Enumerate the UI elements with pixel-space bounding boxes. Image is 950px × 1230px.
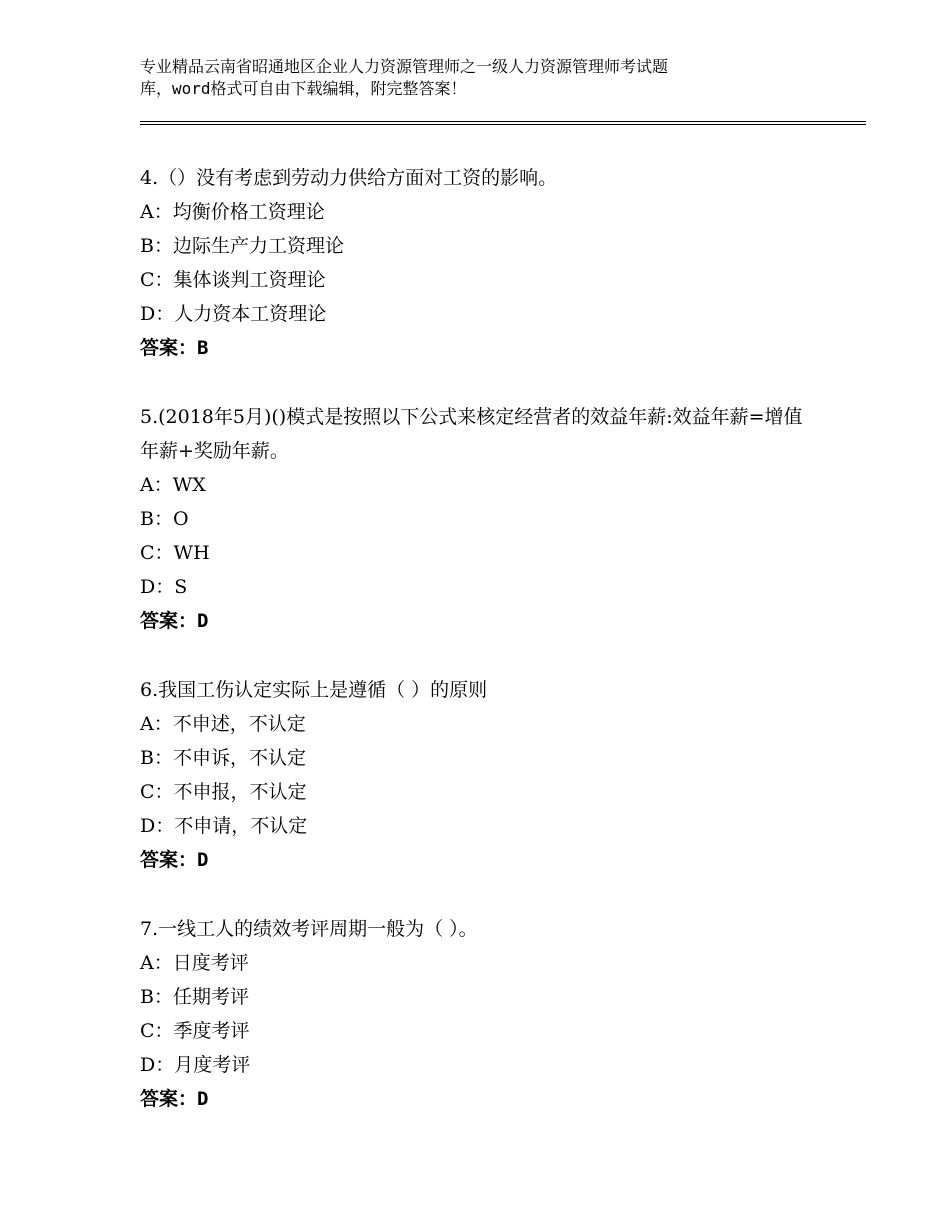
answer-label: 答案： <box>140 337 198 359</box>
answer-line <box>140 1082 820 1116</box>
option-d: D：人力资本工资理论 <box>140 303 327 325</box>
option-a: A：不申述，不认定 <box>140 713 306 735</box>
answer-line <box>140 331 820 365</box>
question-4 <box>140 161 820 365</box>
question-stem: 6.我国工伤认定实际上是遵循（ ）的原则 <box>140 679 488 701</box>
header-divider-bottom <box>140 124 866 125</box>
answer-label: 答案： <box>140 610 198 632</box>
option-c: C：不申报，不认定 <box>140 781 307 803</box>
question-5 <box>140 400 820 638</box>
option-a: A：均衡价格工资理论 <box>140 201 325 223</box>
answer-value: B <box>197 337 209 359</box>
question-6 <box>140 673 820 877</box>
answer-value: D <box>197 1088 209 1110</box>
answer-line <box>140 843 820 877</box>
option-b: B：边际生产力工资理论 <box>140 235 344 257</box>
option-d: D：月度考评 <box>140 1054 251 1076</box>
answer-value: D <box>197 849 209 871</box>
option-d: D：S <box>140 576 188 598</box>
question-stem: 4.（）没有考虑到劳动力供给方面对工资的影响。 <box>140 167 558 189</box>
answer-value: D <box>197 610 209 632</box>
option-b: B：任期考评 <box>140 986 249 1008</box>
option-b: B：不申诉，不认定 <box>140 747 306 769</box>
option-a: A：WX <box>140 474 206 496</box>
question-stem: 7.一线工人的绩效考评周期一般为（ ）。 <box>140 918 478 940</box>
answer-label: 答案： <box>140 1088 198 1110</box>
header-title-line-1: 专业精品云南省昭通地区企业人力资源管理师之一级人力资源管理师考试题 <box>140 57 669 76</box>
answer-label: 答案： <box>140 849 198 871</box>
option-c: C：季度考评 <box>140 1020 250 1042</box>
option-d: D：不申请，不认定 <box>140 815 308 837</box>
option-c: C：集体谈判工资理论 <box>140 269 326 291</box>
question-stem: 5.(2018年5月)()模式是按照以下公式来核定经营者的效益年薪:效益年薪=增值年薪+奖励年薪。 <box>140 406 803 462</box>
answer-line <box>140 604 820 638</box>
header-divider-top <box>140 121 866 122</box>
header-title-line-2: 库，word格式可自由下载编辑，附完整答案！ <box>140 79 467 98</box>
option-c: C：WH <box>140 542 210 564</box>
option-a: A：日度考评 <box>140 952 249 974</box>
document-header <box>140 56 820 100</box>
option-b: B：O <box>140 508 189 530</box>
question-7 <box>140 912 820 1116</box>
